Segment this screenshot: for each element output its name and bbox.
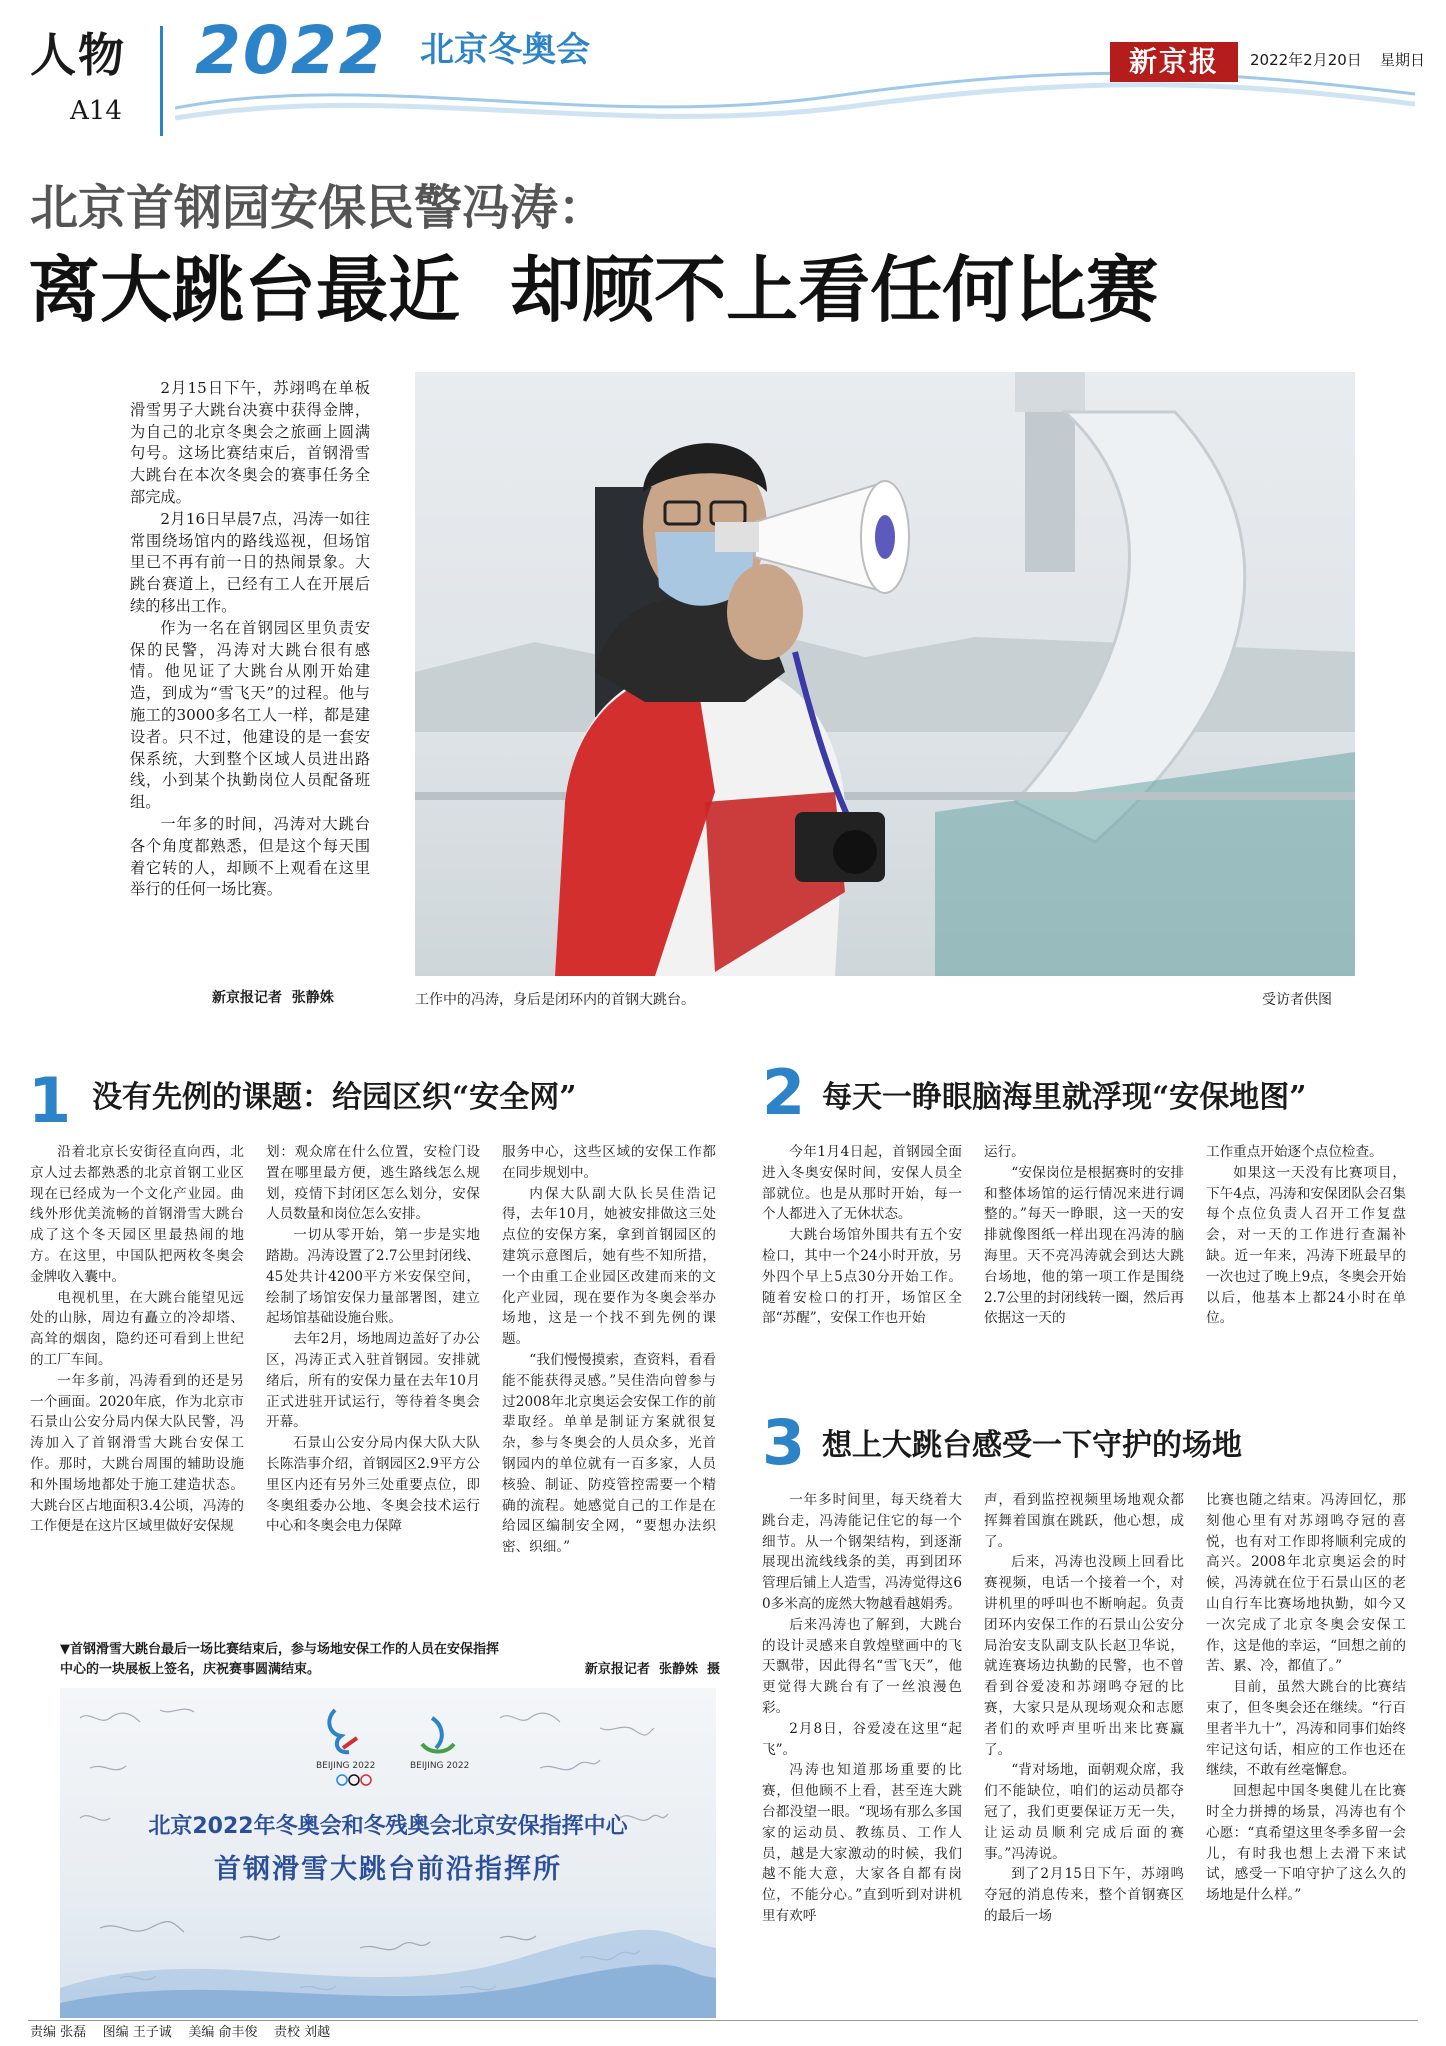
section-title: 每天一睁眼脑海里就浮现“安保地图”: [822, 1080, 1307, 1115]
headline-main: 离大跳台最近 却顾不上看任何比赛: [28, 247, 1159, 332]
article-column: [1206, 1490, 1406, 2018]
article-paragraph: 后来，冯涛也没顾上回看比赛视频，电话一个接着一个，对讲机里的呼叫也不断响起。负责团环内安保工作的石景山公安分局治安支队副支队长赵卫华说，就连赛场边执勤的民警，也不曾看到谷爱凌和苏翊鸣夺冠的比赛，大家只是从现场观众和志愿者们的欢呼声里听出来比赛赢了。: [984, 1554, 1184, 1758]
article-column: [1206, 1142, 1406, 1412]
article-paragraph: 大跳台场馆外围共有五个安检口，其中一个24小时开放，另外四个早上5点30分开始工作。随着安检口的打开，场馆区全部“苏醒”，安保工作也开始: [762, 1227, 962, 1327]
lead-text: [130, 378, 370, 968]
main-photo-credit: 受访者供图: [1262, 992, 1332, 1008]
main-photo-caption: 工作中的冯涛，身后是闭环内的首钢大跳台。: [415, 992, 695, 1008]
article-paragraph: 工作重点开始逐个点位检查。: [1206, 1144, 1383, 1160]
issue-weekday: 星期日: [1380, 51, 1426, 69]
article-column: [30, 1142, 244, 1612]
headline-kicker: 北京首钢园安保民警冯涛：: [30, 180, 607, 236]
article-paragraph: 到了2月15日下午，苏翊鸣夺冠的消息传来，整个首钢赛区的最后一场: [984, 1866, 1184, 1924]
article-paragraph: 一年多前，冯涛看到的还是另一个画面。2020年底，作为北京市石景山公安分局内保大队民警，冯涛加入了首钢滑雪大跳台安保工作。那时，大跳台周围的辅助设施和外围场地都处于施工建造状态。大跳台区占地面积3.4公顷，冯涛的工作便是在这片区域里做好安保规: [30, 1372, 244, 1535]
article-paragraph: 服务中心，这些区域的安保工作都在同步规划中。: [502, 1144, 716, 1181]
article-paragraph: 去年2月，场地周边盖好了办公区，冯涛正式入驻首钢园。安排就绪后，所有的安保力量在去年10月正式进驻开试运行，等待着冬奥会开幕。: [266, 1331, 480, 1431]
photo-illustration: [415, 372, 1355, 976]
board-title-line2: 首钢滑雪大跳台前沿指挥所: [214, 1854, 562, 1885]
article-paragraph: 内保大队副大队长吴佳浩记得，去年10月，她被安排做这三处点位的安保方案，拿到首钢园区的建筑示意图后，她有些不知所措，一个由重工企业园区改建而来的文化产业园，现在要作为冬奥会举办场地，这是一个找不到先例的课题。: [502, 1185, 716, 1348]
article-column: [502, 1142, 716, 1612]
article-paragraph: “安保岗位是根据赛时的安排和整体场馆的运行情况来进行调整的。”每天一睁眼，这一天的安排就像图纸一样出现在冯涛的脑海里。天不亮冯涛就会到达大跳台场地，他的第一项工作是围绕2.7公里的封闭线转一圈，然后再依据这一天的: [984, 1164, 1184, 1327]
lead-paragraph: 作为一名在首钢园区里负责安保的民警，冯涛对大跳台很有感情。他见证了大跳台从刚开始建造，到成为“雪飞天”的过程。他与施工的3000多名工人一样，都是建设者。只不过，他建设的是一套安保系统，大到整个区域人员进出路线，小到某个执勤岗位人员配备班组。: [130, 618, 370, 812]
article-paragraph: 比赛也随之结束。冯涛回忆，那刻他心里有对苏翊鸣夺冠的喜悦，也有对工作即将顺利完成的高兴。2008年北京奥运会的时候，冯涛就在位于石景山区的老山自行车比赛场地执勤，如今又一次完成了北京冬奥会安保工作，这是他的幸运，“回想之前的苦、累、冷，都值了。”: [1206, 1492, 1406, 1675]
olympics-year-logo: 2022: [195, 12, 387, 89]
article-paragraph: 沿着北京长安街径直向西，北京人过去都熟悉的北京首钢工业区现在已经成为一个文化产业园。曲线外形优美流畅的首钢滑雪大跳台成了这个冬天园区里最热闹的地方。在这里，中国队把两枚冬奥会金牌收入囊中。: [30, 1144, 244, 1285]
article-paragraph: 一年多时间里，每天绕着大跳台走，冯涛能记住它的每一个细节。从一个钢架结构，到逐渐展现出流线线条的美，再到团环管理后铺上人造雪，冯涛觉得这60多米高的庞然大物越看越娟秀。: [762, 1492, 962, 1612]
section-number: 1: [28, 1064, 72, 1137]
article-paragraph: 划：观众席在什么位置，安检门设置在哪里最方便，逃生路线怎么规划，疫情下封闭区怎么划分，安保人员数量和岗位怎么安排。: [266, 1144, 480, 1223]
board-title-line1: 北京2022年冬奥会和冬残奥会北京安保指挥中心: [148, 1814, 628, 1839]
article-paragraph: 电视机里，在大跳台能望见远处的山脉，周边有矗立的冷却塔、高耸的烟囱，隐约还可看到上世纪的工厂车间。: [30, 1289, 244, 1368]
bottom-photo-caption: [60, 1640, 720, 1680]
article-column: [762, 1142, 962, 1412]
section-number: 2: [762, 1056, 806, 1129]
bottom-photo-credit: 新京报记者 张静姝 摄: [584, 1662, 720, 1677]
lead-paragraph: 2月16日早晨7点，冯涛一如往常围绕场馆内的路线巡视，但场馆里已不再有前一日的热闹景象。大跳台赛道上，已经有工人在开展后续的移出工作。: [130, 509, 370, 615]
page-number: A14: [70, 96, 122, 126]
article-paragraph: 运行。: [984, 1144, 1025, 1160]
newspaper-masthead: 新京报: [1110, 42, 1238, 82]
article-paragraph: “我们慢慢摸索，查资料，看看能不能获得灵感。”吴佳浩向曾参与过2008年北京奥运会安保工作的前辈取经。单单是制证方案就很复杂，参与冬奥会的人员众多，光首钢园内的单位就有一百多家，人员核验、制证、防疫管控需要一个精确的流程。她感觉自己的工作是在给园区编制安全网，“要想办法织密、织细。”: [502, 1351, 716, 1556]
caption-line: ▼首钢滑雪大跳台最后一场比赛结束后，参与场地安保工作的人员在安保指挥: [60, 1642, 499, 1657]
header-divider: [160, 26, 163, 136]
main-photo: [415, 372, 1355, 976]
issue-date: 2022年2月20日: [1250, 51, 1362, 69]
section-title: 没有先例的课题：给园区织“安全网”: [92, 1080, 577, 1115]
article-paragraph: 后来冯涛也了解到，大跳台的设计灵感来自敦煌壁画中的飞天飘带，因此得名“雪飞天”，他更觉得大跳台有了一丝浪漫色彩。: [762, 1616, 962, 1716]
signature-board-photo: [60, 1688, 716, 2018]
page-header: [0, 0, 1446, 140]
article-paragraph: 声，看到监控视频里场地观众都挥舞着国旗在跳跃，他心想，成了。: [984, 1492, 1184, 1550]
emblem-label: BEIJING 2022: [316, 1761, 376, 1771]
footer-credits: 责编 张磊 图编 王子诚 美编 俞丰俊 责校 刘越: [30, 2025, 331, 2040]
article-column: [984, 1142, 1184, 1412]
article-paragraph: 回想起中国冬奥健儿在比赛时全力拼搏的场景，冯涛也有个心愿：“真希望这里冬季多留一会儿，有时我也想上去滑下来试试，感受一下咱守护了这么久的场地是什么样。”: [1206, 1783, 1406, 1904]
lead-paragraph: 一年多的时间，冯涛对大跳台各个角度都熟悉，但是这个每天围着它转的人，却顾不上观看在这里举行的任何一场比赛。: [130, 814, 370, 899]
article-column: [762, 1490, 962, 2018]
article-paragraph: 今年1月4日起，首钢园全面进入冬奥安保时间，安保人员全部就位。也是从那时开始，每一个人都进入了无休状态。: [762, 1144, 962, 1223]
footer-rule: [28, 2020, 1418, 2021]
article-paragraph: 如果这一天没有比赛项目，下午4点，冯涛和安保团队会召集每个点位负责人召开工作复盘会，对一天的工作进行查漏补缺。近一年来，冯涛下班最早的一次也过了晚上9点，冬奥会开始以后，他基本上都24小时在单位。: [1206, 1164, 1406, 1327]
article-paragraph: 2月8日，谷爱凌在这里“起飞”。: [762, 1720, 962, 1758]
section-number: 3: [762, 1406, 806, 1479]
caption-line: 中心的一块展板上签名，庆祝赛事圆满结束。: [60, 1662, 321, 1677]
article-column: [266, 1142, 480, 1612]
article-paragraph: “背对场地，面朝观众席，我们不能缺位，咱们的运动员都夺冠了，我们更要保证万无一失，让运动员顺利完成后面的赛事。”冯涛说。: [984, 1762, 1184, 1862]
article-column: [984, 1490, 1184, 2018]
article-paragraph: 冯涛也知道那场重要的比赛，但他顾不上看，甚至连大跳台都没望一眼。“现场有那么多国家的运动员、教练员、工作人员，越是大家激动的时候，我们越不能大意，大家各自都有岗位，不能分心。”直到听到对讲机里有欢呼: [762, 1762, 962, 1924]
lead-paragraph: 2月15日下午，苏翊鸣在单板滑雪男子大跳台决赛中获得金牌，为自己的北京冬奥会之旅画上圆满句号。这场比赛结束后，首钢滑雪大跳台在本次冬奥会的赛事任务全部完成。: [130, 379, 370, 506]
olympics-name: 北京冬奥会: [420, 30, 590, 70]
section-label: 人物: [30, 28, 126, 82]
article-paragraph: 目前，虽然大跳台的比赛结束了，但冬奥会还在继续。“行百里者半九十”，冯涛和同事们始终牢记这句话，相应的工作也还在继续，不敢有丝毫懈怠。: [1206, 1679, 1406, 1779]
emblem-label: BEIJING 2022: [410, 1761, 470, 1771]
article-paragraph: 一切从零开始，第一步是实地踏勘。冯涛设置了2.7公里封闭线、45处共计4200平方米安保空间，绘制了场馆安保力量部署图，建立起场馆基础设施台账。: [266, 1227, 480, 1327]
section-title: 想上大跳台感受一下守护的场地: [822, 1428, 1242, 1463]
article-paragraph: 石景山公安分局内保大队大队长陈浩事介绍，首钢园区2.9平方公里区内还有另外三处重要点位，即冬奥组委办公地、冬奥会技术运行中心和冬奥会电力保障: [266, 1435, 480, 1535]
lead-byline: 新京报记者 张静姝: [212, 990, 334, 1006]
